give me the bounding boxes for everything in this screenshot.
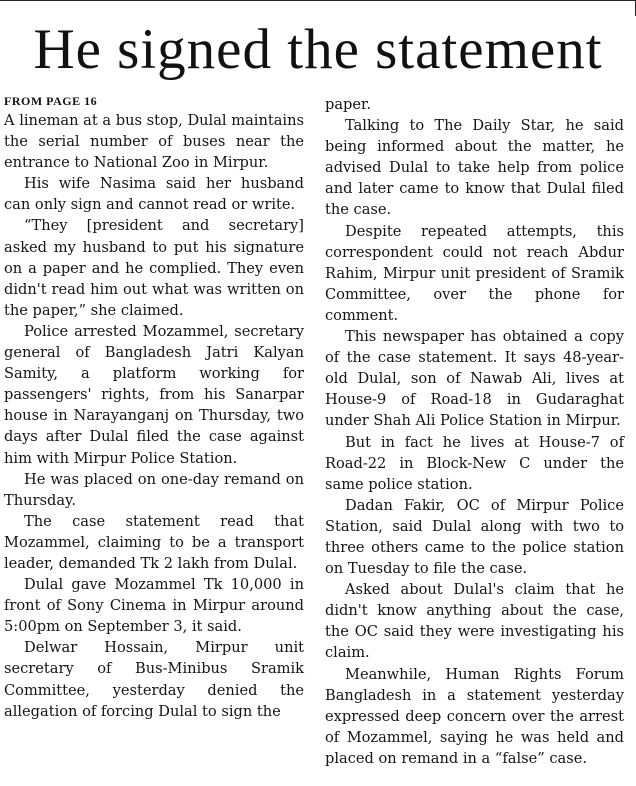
- right-column: [325, 94, 624, 769]
- paragraph: A lineman at a bus stop, Dulal maintains the serial number of buses near the entrance to National Zoo in Mirpur.: [4, 112, 304, 172]
- paragraph: Asked about Dulal's claim that he didn't know anything about the case, the OC said they were investigating his claim.: [325, 581, 624, 662]
- paragraph: He was placed on one-day remand on Thursday.: [4, 470, 304, 509]
- paragraph: Dadan Fakir, OC of Mirpur Police Station, said Dulal along with two to three others came to the police station on Tuesday to file the case.: [325, 496, 624, 578]
- paragraph: Dulal gave Mozammel Tk 10,000 in front of Sony Cinema in Mirpur around 5:00pm on September 3, it said.: [4, 576, 304, 636]
- paragraph: Despite repeated attempts, this correspondent could not reach Abdur Rahim, Mirpur unit president of Sramik Committee, over the phone for comment.: [325, 222, 624, 324]
- paragraph: Delwar Hossain, Mirpur unit secretary of Bus-Minibus Sramik Committee, yesterday denied the allegation of forcing Dulal to sign the: [4, 639, 304, 720]
- paragraph: paper.: [325, 96, 372, 113]
- paragraph: Talking to The Daily Star, he said being informed about the matter, he advised Dulal to take help from police and later came to know that Dulal filed the case.: [325, 117, 624, 219]
- paragraph: This newspaper has obtained a copy of the case statement. It says 48-year-old Dulal, son of Nawab Ali, lives at House-9 of Road-18 in Gudaraghat under Shah Ali Police Station in Mirpur.: [325, 328, 624, 430]
- paragraph: Police arrested Mozammel, secretary general of Bangladesh Jatri Kalyan Samity, a platform working for passengers' rights, from his Sanarpar house in Narayanganj on Thursday, two days after Dulal filed the case against him with Mirpur Police Station.: [4, 322, 304, 467]
- paragraph: The case statement read that Mozammel, claiming to be a transport leader, demanded Tk 2 lakh from Dulal.: [4, 512, 304, 572]
- headline: He signed the statement: [33, 18, 603, 81]
- continuation-label: FROM PAGE 16: [4, 94, 98, 108]
- paragraph: Meanwhile, Human Rights Forum Bangladesh in a statement yesterday expressed deep concern over the arrest of Mozammel, saying he was held and placed on remand in a “false” case.: [325, 665, 624, 767]
- paragraph: But in fact he lives at House-7 of Road-22 in Block-New C under the same police station.: [325, 433, 624, 493]
- paragraph: “They [president and secretary] asked my husband to put his signature on a paper and he complied. They even didn't read him out what was written on the paper,” she claimed.: [4, 217, 304, 319]
- paragraph: His wife Nasima said her husband can only sign and cannot read or write.: [4, 175, 304, 214]
- left-column: [4, 94, 304, 722]
